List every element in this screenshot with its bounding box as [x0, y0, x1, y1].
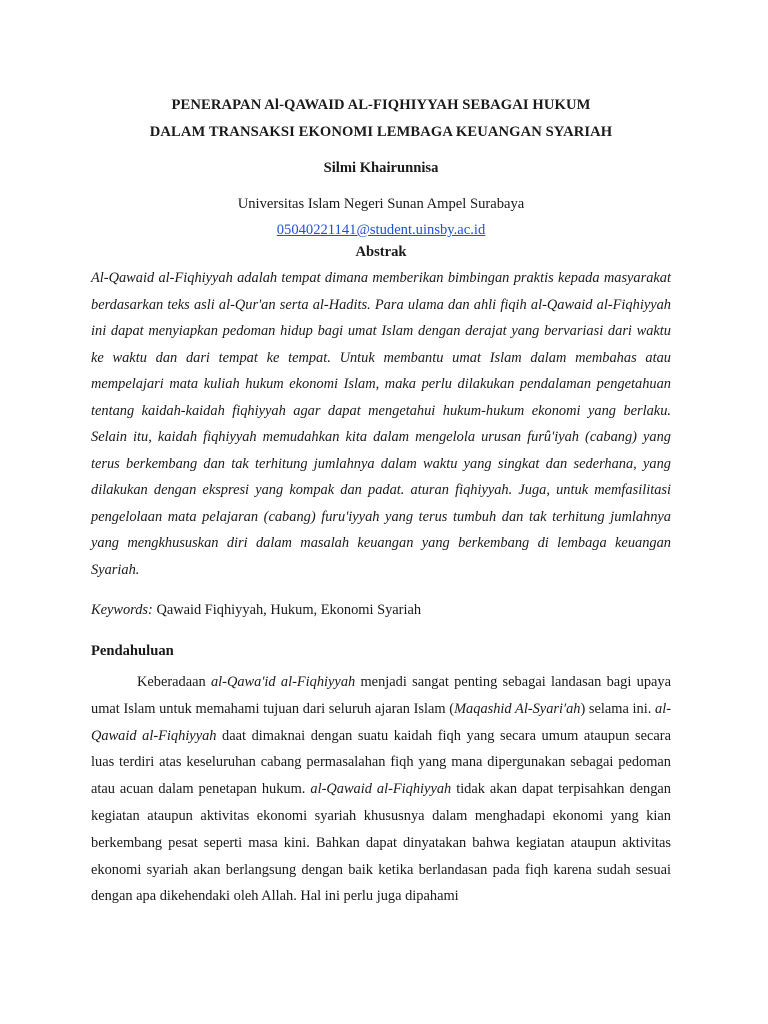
- author-affiliation: Universitas Islam Negeri Sunan Ampel Surabaya: [237, 196, 525, 212]
- intro-term-3: al-Qawaid al-Fiqhiyyah: [91, 700, 671, 744]
- author-email-line: [91, 218, 671, 242]
- author-email-link[interactable]: 05040221141@student.uinsby.ac.id: [276, 222, 486, 238]
- keywords-line: [91, 598, 671, 622]
- paper-body: [91, 92, 671, 910]
- keywords-label: Keywords:: [91, 602, 153, 618]
- intro-text-1: Keberadaan: [137, 674, 211, 690]
- abstract-text: Al-Qawaid al-Fiqhiyyah adalah tempat dimana memberikan bimbingan praktis kepada masyarakat berdasarkan teks asli al-Qur'an serta al-Hadits. Para ulama dan ahli fiqih al-Qawaid al-Fiqhiyyah ini dapat menyiapkan pedoman hidup bagi umat Islam dengan derajat yang bervariasi dari waktu ke waktu dan dari tempat ke tempat. Untuk membantu umat Islam dalam membahas atau mempelajari mata kuliah hukum ekonomi Islam, maka perlu dilakukan pendalaman pengetahuan tentang kaidah-kaidah fiqhiyyah agar dapat mengetahui hukum-hukum ekonomi yang berlaku. Selain itu, kaidah fiqhiyyah memudahkan kita dalam mengelola urusan furû'iyah (cabang) yang terus berkembang dan tak terhitung jumlahnya dalam waktu yang singkat dan sederhana, yang dilakukan dengan ekspresi yang kompak dan padat. aturan fiqhiyyah. Juga, untuk memfasilitasi pengelolaan mata pelajaran (cabang) furu'iyyah yang terus tumbuh dan tak terhitung jumlahnya yang mengkhususkan diri dalam masalah keuangan yang berkembang di lembaga keuangan Syariah.: [91, 270, 671, 578]
- abstract-heading: Abstrak: [355, 244, 407, 260]
- intro-term-1: al-Qawa'id al-Fiqhiyyah: [210, 674, 356, 690]
- intro-paragraph: [91, 669, 671, 910]
- intro-text-4: daat dimaknai dengan suatu kaidah fiqh yang secara umum ataupun secara luas terdiri atas keseluruhan cabang permasalahan fiqh yang mana dipergunakan sebagai pedoman atau acuan dalam penetapan hukum.: [91, 727, 671, 798]
- paper-title: [91, 92, 671, 146]
- section-heading-pendahuluan: Pendahuluan: [91, 643, 174, 659]
- intro-text-2: menjadi sangat penting sebagai landasan bagi upaya umat Islam untuk memahami tujuan dari seluruh ajaran Islam (: [91, 674, 671, 717]
- intro-text-5: tidak akan dapat terpisahkan dengan kegiatan ataupun aktivitas ekonomi syariah khususnya dalam menghadapi ekonomi yang kian berkembang pesat seperti masa kini. Bahkan dapat dinyatakan bahwa kegiatan ataupun aktivitas ekonomi syariah akan berlangsung dengan baik ketika berlandasan pada fiqh karena sudah sesuai dengan apa dikehendaki oleh Allah. Hal ini perlu juga dipahami: [91, 781, 672, 905]
- intro-term-2: Maqashid Al-Syari'ah: [454, 700, 581, 717]
- intro-text-3: ) selama ini.: [580, 700, 655, 717]
- title-line-2: DALAM TRANSAKSI EKONOMI LEMBAGA KEUANGAN SYARIAH: [149, 124, 613, 140]
- author-name: Silmi Khairunnisa: [323, 160, 439, 176]
- keywords-list: Qawaid Fiqhiyyah, Hukum, Ekonomi Syariah: [156, 602, 422, 618]
- title-line-1: PENERAPAN Al-QAWAID AL-FIQHIYYAH SEBAGAI HUKUM: [171, 97, 591, 113]
- intro-term-4: al-Qawaid al-Fiqhiyyah: [310, 781, 452, 798]
